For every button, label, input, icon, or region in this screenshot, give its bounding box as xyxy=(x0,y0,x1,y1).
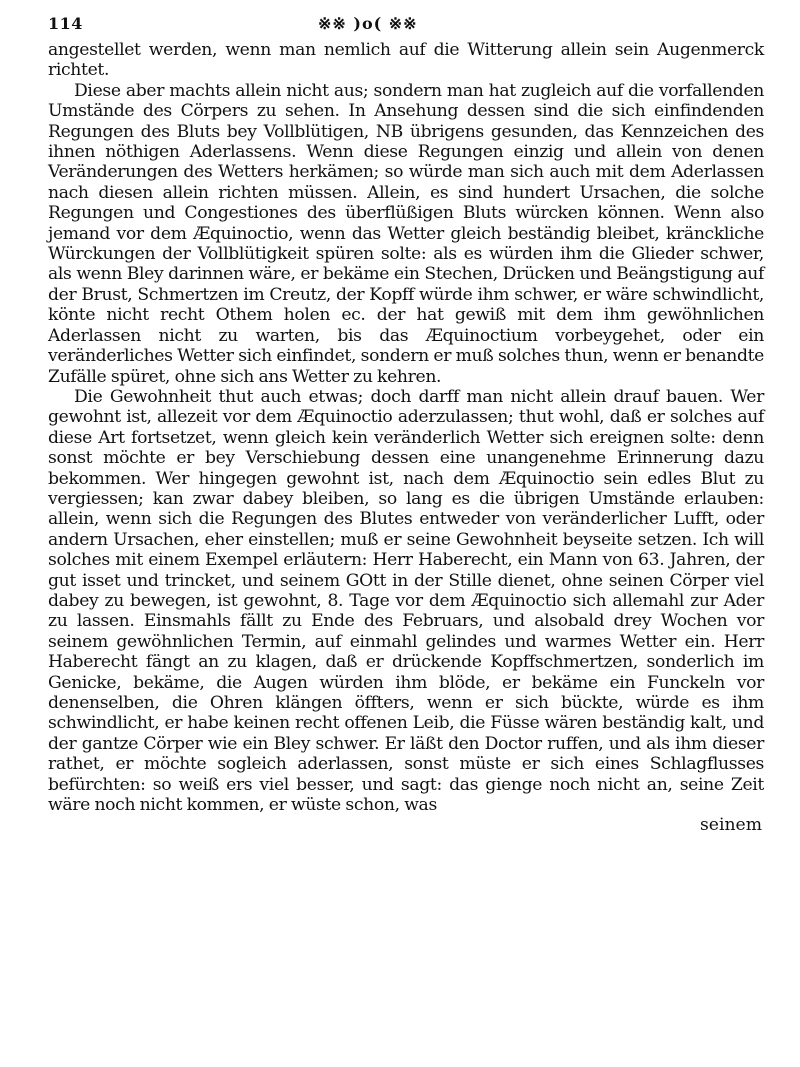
page-number: 114 xyxy=(48,14,83,33)
paragraph-body: Diese aber machts allein nicht aus; sondern man hat zugleich auf die vorfallenden Umstände des Cörpers zu sehen. In Ansehung dessen sind die sich einfindenden Regungen des Bluts bey Vollblütigen, NB übrigens gesunden, das Kennzeichen des ihnen nöthigen Aderlassens. Wenn diese Regungen einzig und allein von denen Veränderungen des Wetters herkämen; so würde man sich auch mit dem Aderlassen nach diesen allein richten müssen. Allein, es sind hundert Ursachen, die solche Regungen und Congestiones des überflüßigen Bluts würcken können. Wenn also jemand vor dem Æquinoctio, wenn das Wetter gleich beständig bleibet, kränckliche Würckungen der Vollblütigkeit spüren solte: als es würden ihm die Glieder schwer, als wenn Bley darinnen wäre, er bekäme ein Stechen, Drücken und Beängstigung auf der Brust, Schmertzen im Creutz, der Kopff würde ihm schwer, er wäre schwindlicht, könte nicht recht Othem holen ec. der hat gewiß mit dem ihm gewöhnlichen Aderlassen nicht zu warten, bis das Æquinoctium vorbeygehet, oder ein veränderliches Wetter sich einfindet, sondern er muß solches thun, wenn er benandte Zufälle spüret, ohne sich ans Wetter zu kehren. xyxy=(48,80,764,387)
body-text xyxy=(48,40,764,836)
catchword: seinem xyxy=(699,815,762,836)
paragraph-continuation: angestellet werden, wenn man nemlich auf die Witterung allein sein Augenmerck richtet. xyxy=(48,40,764,81)
paragraph-body: Die Gewohnheit thut auch etwas; doch darff man nicht allein drauf bauen. Wer gewohnt ist, allezeit vor dem Æquinoctio aderzulassen; thut wohl, daß er solches auf diese Art fortsetzet, wenn gleich kein veränderlich Wetter sich ereignen solte: denn sonst möchte er bey Verschiebung dessen eine unangenehme Erinnerung dazu bekommen. Wer hingegen gewohnt ist, nach dem Æquinoctio sein edles Blut zu vergiessen; kan zwar dabey bleiben, so lang es die übrigen Umstände erlauben: allein, wenn sich die Regungen des Blutes entweder von veränderlicher Lufft, oder andern Ursachen, eher einstellen; muß er seine Gewohnheit beyseite setzen. Ich will solches mit einem Exempel erläutern: Herr Haberecht, ein Mann von 63. Jahren, der gut isset und trincket, und seinem GOtt in der Stille dienet, ohne seinen Cörper viel dabey zu bewegen, ist gewohnt, 8. Tage vor dem Æquinoctio sich allemahl zur Ader zu lassen. Einsmahls fällt zu Ende des Februars, und alsobald drey Wochen vor seinem gewöhnlichen Termin, auf einmahl gelindes und warmes Wetter ein. Herr Haberecht fängt an zu klagen, daß er drückende Kopffschmertzen, sonderlich im Genicke, bekäme, die Augen würden ihm blöde, er bekäme ein Funckeln vor denenselben, die Ohren klängen öffters, wenn er sich bückte, würde es ihm schwindlicht, er habe keinen recht offenen Leib, die Füsse wären beständig kalt, und der gantze Cörper wie ein Bley schwer. Er läßt den Doctor ruffen, und als ihm dieser rathet, er möchte sogleich aderlassen, sonst müste er sich eines Schlagflusses befürchten: so weiß ers viel besser, und sagt: das gienge noch nicht an, seine Zeit wäre noch nicht kommen, er wüste schon, was xyxy=(48,386,764,816)
header-ornament: ※※ )o( ※※ xyxy=(318,14,418,33)
